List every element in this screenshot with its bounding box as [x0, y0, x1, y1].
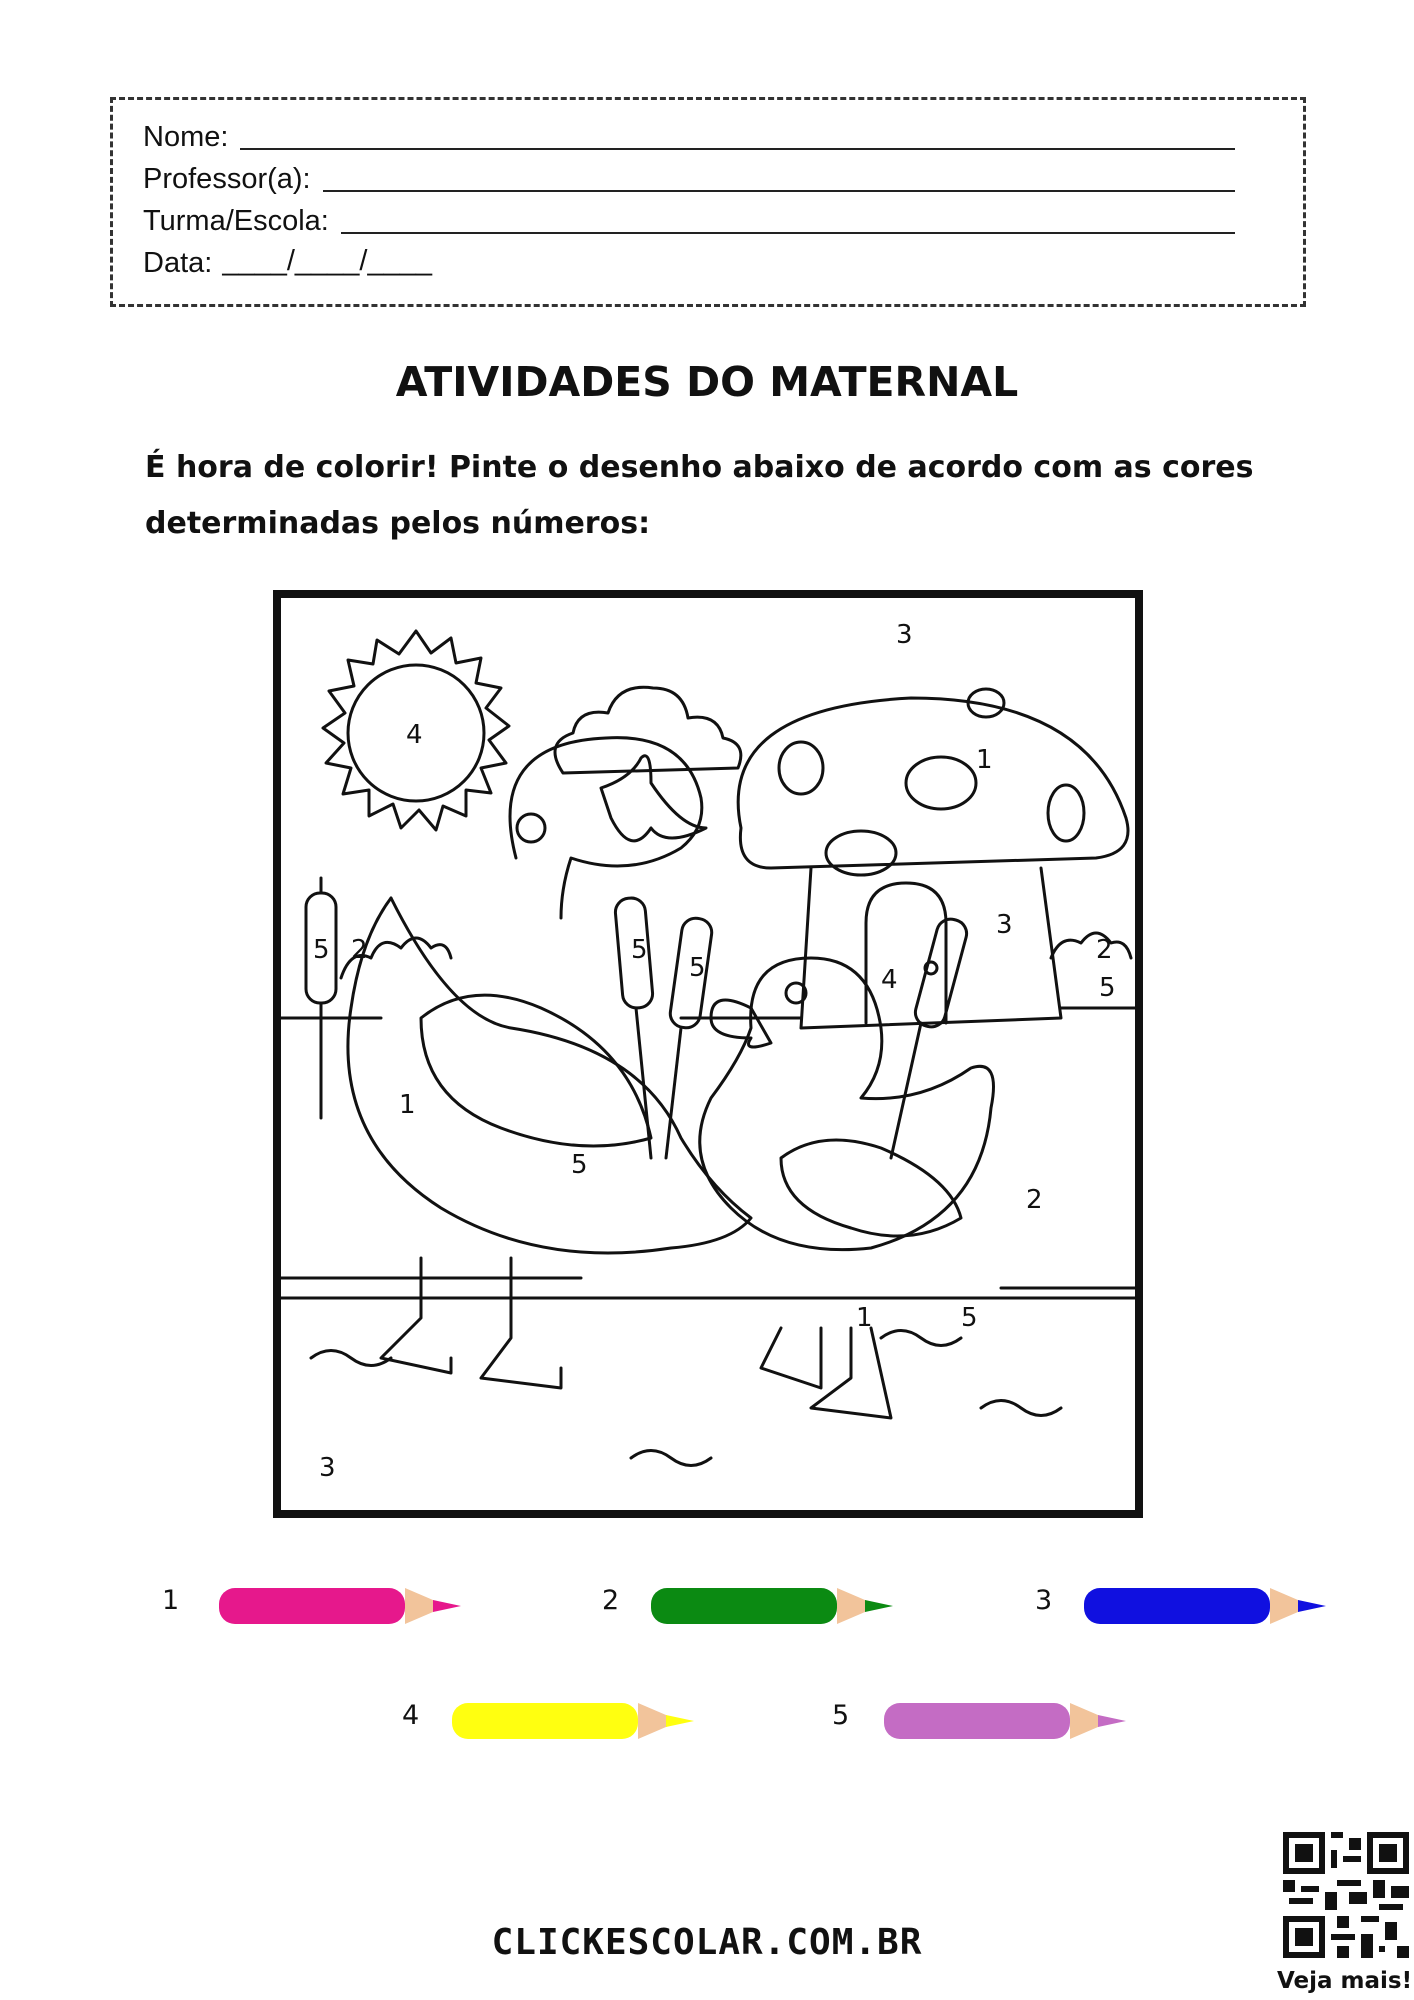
legend-number-1: 1: [162, 1585, 180, 1616]
class-label: Turma/Escola:: [143, 205, 329, 237]
pencil-body: [1084, 1588, 1270, 1624]
region-number: 2: [1026, 1185, 1043, 1215]
region-number: 5: [313, 935, 330, 965]
pencil-body: [651, 1588, 837, 1624]
region-number: 5: [631, 935, 648, 965]
region-number: 4: [406, 720, 423, 750]
teacher-line: [323, 190, 1235, 192]
page-title: ATIVIDADES DO MATERNAL: [395, 358, 1019, 406]
region-number: 3: [996, 910, 1013, 940]
region-numbers: [281, 598, 1135, 1510]
date-field: [143, 242, 1235, 282]
region-number: 3: [319, 1453, 336, 1483]
footer-site: CLICKESCOLAR.COM.BR: [491, 1922, 923, 1963]
teacher-field: [143, 158, 1235, 198]
pencil-body: [452, 1703, 638, 1739]
class-line: [341, 232, 1235, 234]
date-blanks: ____/____/____: [222, 245, 432, 277]
pencil-icon: [1080, 1585, 1330, 1627]
region-number: 4: [881, 965, 898, 995]
pencil-icon: [647, 1585, 897, 1627]
region-number: 5: [1099, 973, 1116, 1003]
class-field: [143, 200, 1235, 240]
pencil-icon: [880, 1700, 1130, 1742]
name-field: [143, 116, 1235, 156]
region-number: 5: [571, 1150, 588, 1180]
qr-caption: Veja mais!: [1277, 1968, 1413, 1994]
legend-number-3: 3: [1035, 1585, 1053, 1616]
pencil-body: [219, 1588, 405, 1624]
name-label: Nome:: [143, 121, 229, 153]
coloring-picture: [273, 590, 1143, 1518]
region-number: 1: [856, 1303, 873, 1333]
region-number: 1: [976, 745, 993, 775]
pencil-body: [884, 1703, 1070, 1739]
legend-number-4: 4: [402, 1700, 420, 1731]
region-number: 1: [399, 1090, 416, 1120]
region-number: 5: [689, 953, 706, 983]
teacher-label: Professor(a):: [143, 163, 311, 195]
qr-code-icon[interactable]: [1283, 1832, 1409, 1958]
name-line: [240, 148, 1235, 150]
region-number: 2: [1096, 935, 1113, 965]
date-label: Data:: [143, 247, 213, 279]
region-number: 2: [351, 935, 368, 965]
legend-number-5: 5: [832, 1700, 850, 1731]
legend-number-2: 2: [602, 1585, 620, 1616]
student-info-box: [110, 97, 1306, 307]
region-number: 3: [896, 620, 913, 650]
instruction-text: É hora de colorir! Pinte o desenho abaixo de acordo com as cores determinadas pelos números:: [145, 450, 1254, 541]
pencil-icon: [215, 1585, 465, 1627]
pencil-icon: [448, 1700, 698, 1742]
region-number: 5: [961, 1303, 978, 1333]
